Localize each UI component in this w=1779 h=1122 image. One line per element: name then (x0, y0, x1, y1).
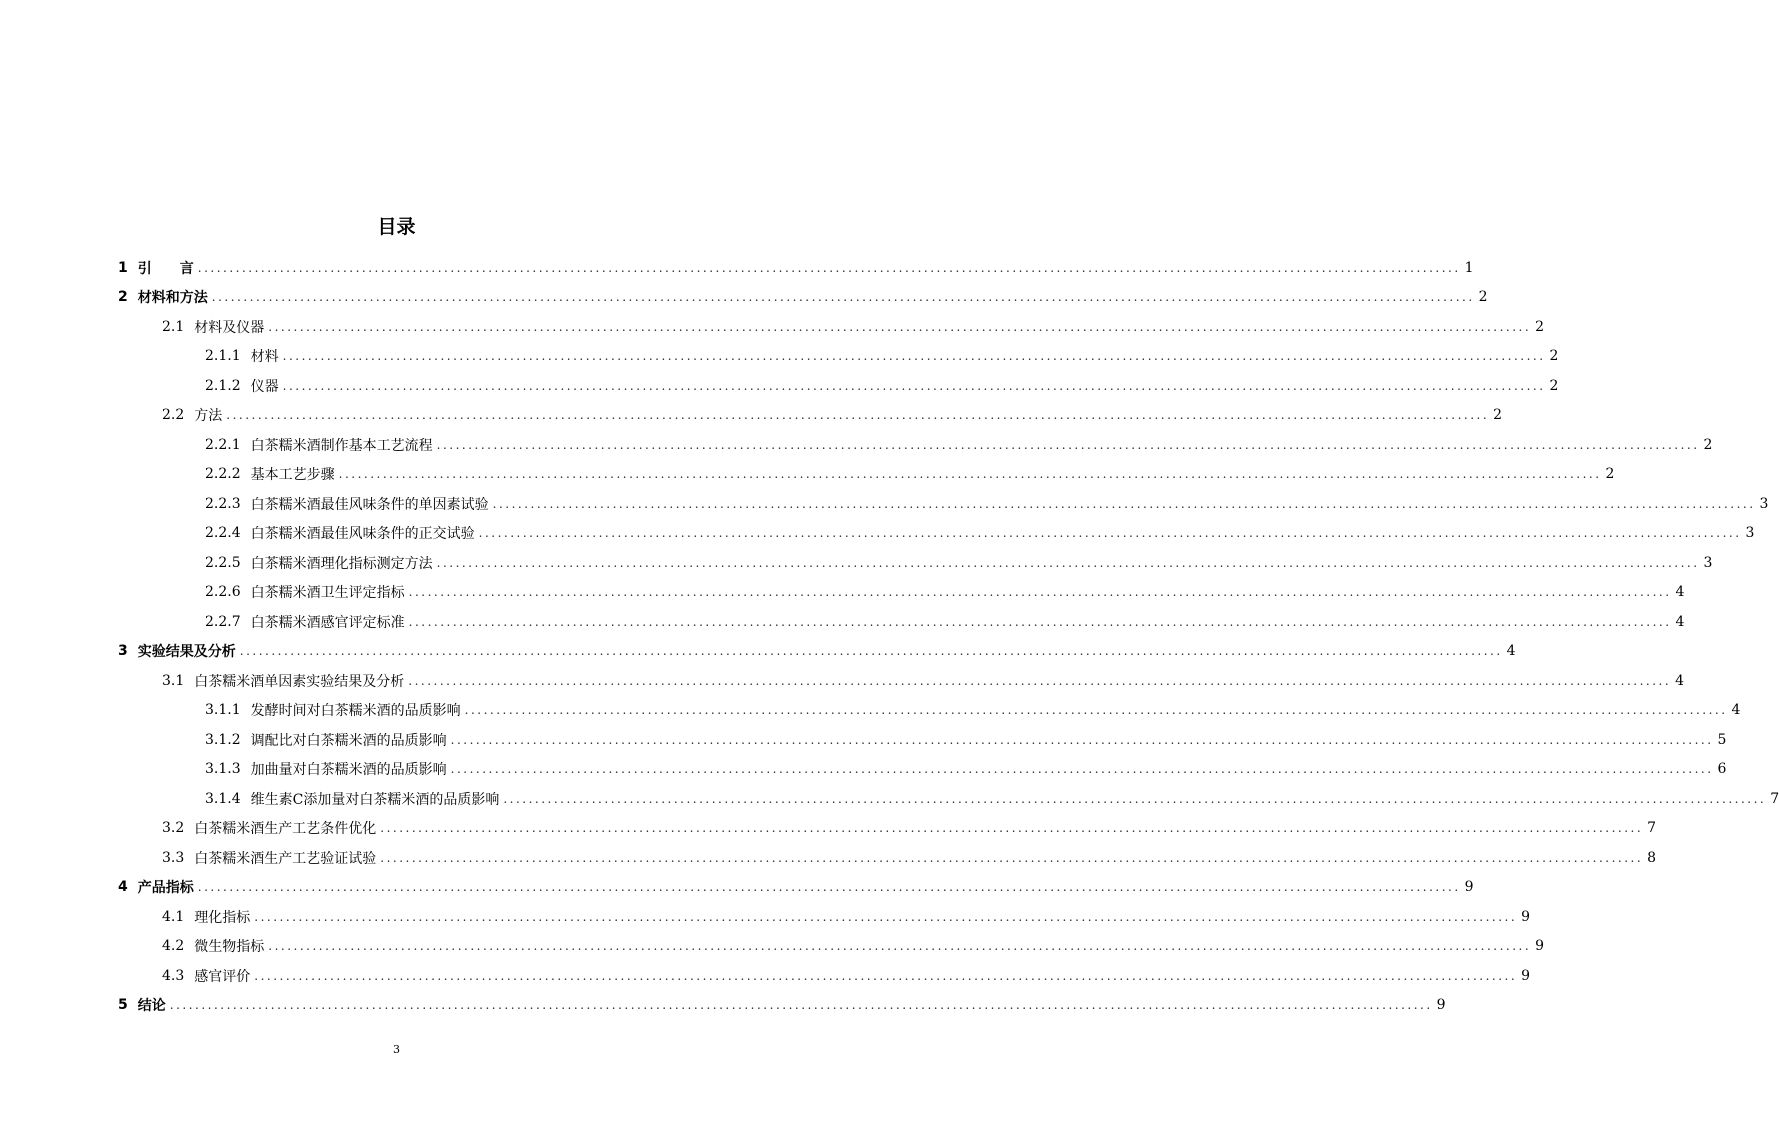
toc-entry-title: 白茶糯米酒感官评定标准 (250, 614, 405, 631)
toc-entry-number: 3.2 (162, 820, 185, 837)
toc-entry[interactable] (162, 312, 1545, 342)
toc-entry[interactable] (205, 784, 1779, 814)
toc-entry-page: 1 (1464, 259, 1474, 276)
toc-entry-number: 2 (118, 289, 128, 306)
toc-entry-title: 基本工艺步骤 (250, 467, 335, 484)
toc-entry[interactable] (205, 755, 1727, 785)
toc-leader-dots: ........................................................................................................................................................................................................ (492, 496, 1756, 511)
toc-entry[interactable] (118, 253, 1474, 283)
toc-entry[interactable] (205, 342, 1559, 372)
toc-entry-page: 4 (1506, 643, 1516, 660)
toc-leader-dots: ........................................................................................................................................................................................................ (464, 703, 1728, 718)
toc-entry-page: 4 (1675, 672, 1685, 689)
toc-entry-page: 3 (1759, 495, 1769, 512)
toc-entry-page: 3 (1703, 554, 1713, 571)
toc-leader-dots: ........................................................................................................................................................................................................ (197, 260, 1461, 275)
toc-entry[interactable] (162, 843, 1657, 873)
toc-entry-number: 3.1.3 (205, 761, 241, 778)
toc-entry-page: 2 (1703, 436, 1713, 453)
toc-leader-dots: ........................................................................................................................................................................................................ (169, 998, 1433, 1013)
toc-entry-number: 4.3 (162, 967, 185, 984)
toc-entry[interactable] (205, 519, 1755, 549)
toc-leader-dots: ........................................................................................................................................................................................................ (197, 880, 1461, 895)
toc-entry-number: 3.1.4 (205, 790, 241, 807)
toc-entry[interactable] (205, 548, 1713, 578)
toc-entry[interactable] (162, 902, 1531, 932)
toc-leader-dots: ........................................................................................................................................................................................................ (254, 968, 1518, 983)
toc-entry-title: 白茶糯米酒生产工艺验证试验 (194, 850, 377, 867)
toc-leader-dots: ........................................................................................................................................................................................................ (436, 437, 1700, 452)
toc-entry-number: 4.1 (162, 908, 185, 925)
toc-entry-number: 2.2.1 (205, 436, 241, 453)
toc-leader-dots: ........................................................................................................................................................................................................ (211, 290, 1475, 305)
toc-entry[interactable] (162, 961, 1531, 991)
toc-leader-dots: ........................................................................................................................................................................................................ (450, 762, 1714, 777)
toc-entry-number: 4 (118, 879, 128, 896)
toc-leader-dots: ........................................................................................................................................................................................................ (226, 408, 1490, 423)
toc-entry-title: 产品指标 (137, 880, 194, 897)
toc-entry-title: 维生素C添加量对白茶糯米酒的品质影响 (250, 791, 500, 808)
toc-entry-page: 4 (1675, 613, 1685, 630)
toc-entry-page: 4 (1731, 702, 1741, 719)
toc-leader-dots: ........................................................................................................................................................................................................ (408, 585, 1672, 600)
toc-entry-title: 发酵时间对白茶糯米酒的品质影响 (250, 703, 461, 720)
toc-entry-page: 2 (1549, 377, 1559, 394)
toc-entry-title: 方法 (194, 408, 223, 425)
toc-entry-title: 调配比对白茶糯米酒的品质影响 (250, 732, 447, 749)
toc-entry-page: 9 (1464, 879, 1474, 896)
toc-leader-dots: ........................................................................................................................................................................................................ (450, 732, 1714, 747)
toc-entry[interactable] (205, 460, 1615, 490)
toc-leader-dots: ........................................................................................................................................................................................................ (503, 791, 1767, 806)
toc-entry-number: 2.1 (162, 318, 185, 335)
toc-entry[interactable] (118, 637, 1516, 667)
toc-entry-number: 3.1.1 (205, 702, 241, 719)
toc-entry[interactable] (205, 607, 1685, 637)
toc-entry-number: 2.2.2 (205, 466, 241, 483)
toc-entry-title: 仪器 (250, 378, 279, 395)
toc-entry-number: 5 (118, 997, 128, 1014)
toc-entry-page: 7 (1770, 790, 1779, 807)
toc-title: 目录 (377, 216, 416, 238)
toc-leader-dots: ........................................................................................................................................................................................................ (268, 319, 1532, 334)
toc-entry-number: 2.1.2 (205, 377, 241, 394)
toc-leader-dots: ........................................................................................................................................................................................................ (380, 821, 1644, 836)
toc-entry[interactable] (205, 430, 1713, 460)
toc-leader-dots: ........................................................................................................................................................................................................ (282, 378, 1546, 393)
toc-entry-title: 理化指标 (194, 909, 251, 926)
toc-entry[interactable] (118, 991, 1446, 1021)
toc-entry-page: 9 (1521, 908, 1531, 925)
toc-leader-dots: ........................................................................................................................................................................................................ (380, 850, 1644, 865)
toc-entry-number: 3 (118, 643, 128, 660)
toc-entry-title: 感官评价 (194, 968, 251, 985)
toc-leader-dots: ........................................................................................................................................................................................................ (239, 644, 1503, 659)
toc-entry-title: 白茶糯米酒单因素实验结果及分析 (194, 673, 405, 690)
toc-entry-page: 2 (1535, 318, 1545, 335)
toc-entry-title: 材料和方法 (137, 290, 208, 307)
toc-entry-page: 8 (1647, 849, 1657, 866)
toc-entry-number: 4.2 (162, 938, 185, 955)
toc-entry-number: 3.1 (162, 672, 185, 689)
toc-entry-page: 3 (1745, 525, 1755, 542)
toc-entry-title: 白茶糯米酒最佳风味条件的单因素试验 (250, 496, 489, 513)
toc-entry-page: 9 (1535, 938, 1545, 955)
toc-entry-page: 2 (1549, 348, 1559, 365)
toc-entry-number: 1 (118, 259, 128, 276)
toc-entry-title: 引 言 (137, 260, 194, 277)
toc-entry[interactable] (205, 371, 1559, 401)
page-number: 3 (393, 1043, 400, 1056)
toc-entry[interactable] (162, 666, 1685, 696)
toc-entry[interactable] (118, 873, 1474, 903)
toc-leader-dots: ........................................................................................................................................................................................................ (282, 349, 1546, 364)
toc-entry-title: 白茶糯米酒制作基本工艺流程 (250, 437, 433, 454)
toc-entry-title: 材料 (250, 349, 279, 366)
toc-leader-dots: ........................................................................................................................................................................................................ (254, 909, 1518, 924)
toc-leader-dots: ........................................................................................................................................................................................................ (338, 467, 1602, 482)
toc-entry[interactable] (162, 401, 1503, 431)
toc-entry-number: 2.1.1 (205, 348, 241, 365)
toc-entry-title: 微生物指标 (194, 939, 265, 956)
toc-entry-title: 加曲量对白茶糯米酒的品质影响 (250, 762, 447, 779)
toc-entry-number: 2.2.5 (205, 554, 241, 571)
toc-entry[interactable] (162, 814, 1657, 844)
toc-entry-page: 4 (1675, 584, 1685, 601)
toc-entry-title: 白茶糯米酒理化指标测定方法 (250, 555, 433, 572)
toc-entry[interactable] (118, 283, 1488, 313)
toc-leader-dots: ........................................................................................................................................................................................................ (268, 939, 1532, 954)
toc-leader-dots: ........................................................................................................................................................................................................ (436, 555, 1700, 570)
toc-entry-number: 2.2 (162, 407, 185, 424)
toc-entry-title: 结论 (137, 998, 166, 1015)
toc-entry-page: 9 (1521, 967, 1531, 984)
toc-entry-title: 实验结果及分析 (137, 644, 236, 661)
toc-entry-page: 2 (1493, 407, 1503, 424)
toc-entry[interactable] (205, 578, 1685, 608)
toc-entry-number: 3.3 (162, 849, 185, 866)
toc-entry-number: 2.2.3 (205, 495, 241, 512)
toc-entry-page: 2 (1478, 289, 1488, 306)
toc-entry-title: 白茶糯米酒生产工艺条件优化 (194, 821, 377, 838)
toc-entry-title: 材料及仪器 (194, 319, 265, 336)
toc-entry-number: 2.2.4 (205, 525, 241, 542)
toc-entry[interactable] (162, 932, 1545, 962)
toc-entry[interactable] (205, 725, 1727, 755)
toc-entry-page: 7 (1647, 820, 1657, 837)
toc-entry-title: 白茶糯米酒卫生评定指标 (250, 585, 405, 602)
toc-entry-title: 白茶糯米酒最佳风味条件的正交试验 (250, 526, 475, 543)
toc-leader-dots: ........................................................................................................................................................................................................ (408, 673, 1672, 688)
toc-leader-dots: ........................................................................................................................................................................................................ (408, 614, 1672, 629)
toc-entry-number: 2.2.7 (205, 613, 241, 630)
toc-entry-page: 5 (1717, 731, 1727, 748)
toc-entry[interactable] (205, 489, 1769, 519)
toc-entry-number: 2.2.6 (205, 584, 241, 601)
toc-entry-page: 6 (1717, 761, 1727, 778)
toc-entry[interactable] (205, 696, 1741, 726)
toc-entry-page: 9 (1436, 997, 1446, 1014)
toc-leader-dots: ........................................................................................................................................................................................................ (478, 526, 1742, 541)
toc-entry-number: 3.1.2 (205, 731, 241, 748)
toc-entry-page: 2 (1605, 466, 1615, 483)
